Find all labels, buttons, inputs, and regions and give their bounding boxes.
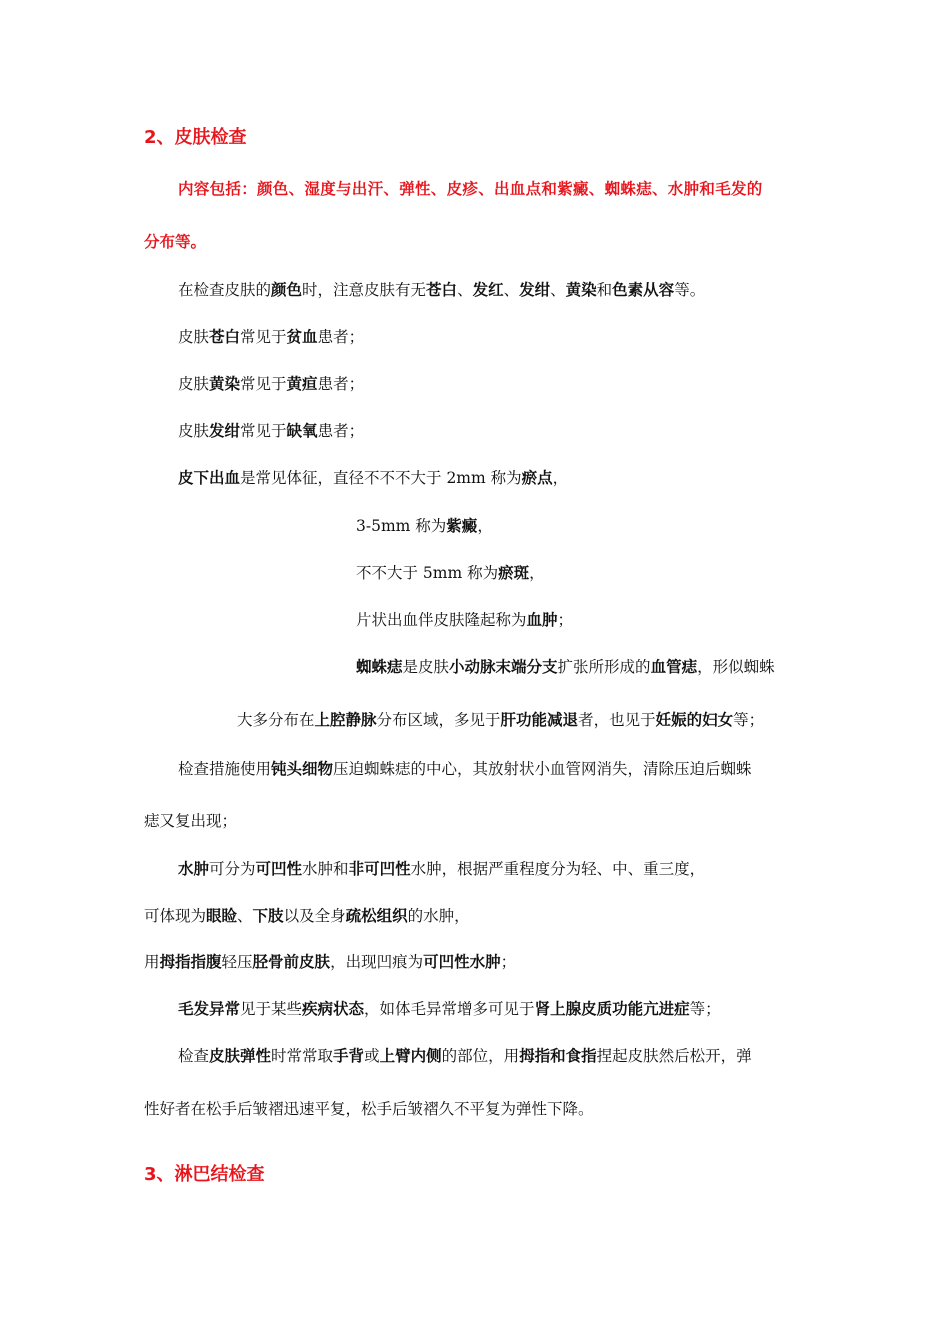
text-line: 皮肤发绀常见于缺氧患者；	[178, 422, 365, 440]
intro-line-1: 内容包括：颜色、湿度与出汗、弹性、皮疹、出血点和紫癜、蜘蛛痣、水肿和毛发的	[178, 180, 763, 198]
text-line: 用拇指指腹轻压胫骨前皮肤，出现凹痕为可凹性水肿；	[144, 953, 517, 971]
text-line: 在检查皮肤的颜色时，注意皮肤有无苍白、发红、发绀、黄染和色素从容等。	[178, 281, 706, 299]
text-line: 性好者在松手后皱褶迅速平复，松手后皱褶久不平复为弹性下降。	[144, 1100, 594, 1118]
intro-line-2: 分布等。	[144, 233, 207, 251]
text-line: 不不大于 5mm 称为瘀斑，	[356, 564, 545, 582]
text-line: 水肿可分为可凹性水肿和非可凹性水肿，根据严重程度分为轻、中、重三度，	[178, 860, 706, 878]
text-line: 皮肤黄染常见于黄疸患者；	[178, 375, 365, 393]
text-line: 片状出血伴皮肤隆起称为血肿；	[356, 611, 574, 629]
section-heading-lymph: 3、淋巴结检查	[144, 1164, 265, 1185]
section-heading-skin: 2、皮肤检查	[144, 127, 247, 148]
text-line: 蜘蛛痣是皮肤小动脉末端分支扩张所形成的血管痣，形似蜘蛛	[356, 658, 775, 676]
text-line: 皮肤苍白常见于贫血患者；	[178, 328, 365, 346]
text-line: 毛发异常见于某些疾病状态，如体毛异常增多可见于肾上腺皮质功能亢进症等；	[178, 1000, 721, 1018]
text-line: 大多分布在上腔静脉分布区域，多见于肝功能减退者，也见于妊娠的妇女等；	[237, 711, 765, 729]
text-line: 3-5mm 称为紫癜，	[356, 517, 493, 535]
text-line: 可体现为眼睑、下肢以及全身疏松组织的水肿，	[144, 907, 470, 925]
text-line: 皮下出血是常见体征，直径不不不大于 2mm 称为瘀点，	[178, 469, 569, 487]
text-line: 检查皮肤弹性时常常取手背或上臂内侧的部位，用拇指和食指捏起皮肤然后松开，弹	[178, 1047, 752, 1065]
text-line: 检查措施使用钝头细物压迫蜘蛛痣的中心，其放射状小血管网消失，清除压迫后蜘蛛	[178, 760, 752, 778]
text-line: 痣又复出现；	[144, 812, 238, 830]
